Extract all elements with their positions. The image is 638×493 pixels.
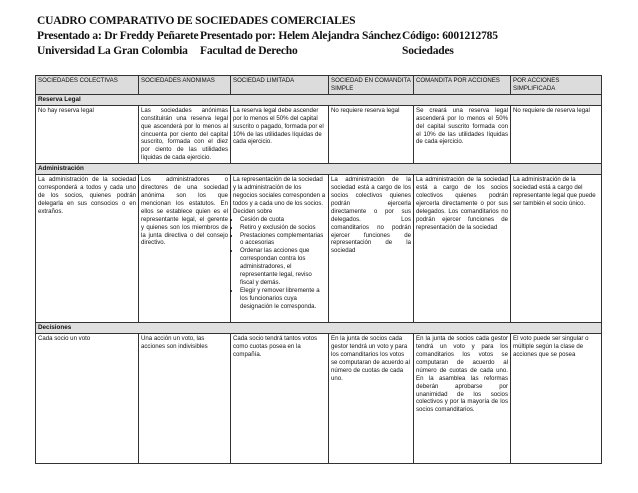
- table-cell: En la junta de socios cada gestor tendrá un voto y para los comanditarios los votos se computaran de acuerdo al número de cuotas de cada uno.: [329, 334, 414, 464]
- list-item: • Ordenar las acciones que correspondan contra los administradores, el representante legal, reviso fiscal y demás.: [240, 247, 326, 287]
- table-row: [36, 105, 602, 163]
- list-item: • Elegir y remover libremente a los funcionarios cuya designación le corresponda.: [240, 287, 326, 311]
- column-header: COMANDITA POR ACCIONES: [414, 76, 511, 95]
- column-header: SOCIEDADES COLECTIVAS: [36, 76, 139, 95]
- faculty-name: Facultad de Derecho: [200, 45, 298, 57]
- table-cell-list: [231, 175, 329, 323]
- table-cell: La administración de la sociedad corresponderá a todos y cada uno de los socios, quienes podrán delegarla en sus consocios o en extraños.: [36, 175, 139, 323]
- table-cell: Cada socio un voto: [36, 334, 139, 464]
- table-cell: Cada socio tendrá tantos votos como cuotas posea en la compañía.: [231, 334, 329, 464]
- table-cell: La administración de la sociedad está a cargo de los socios colectivos quienes podrán ejercerla directamente o por sus delegados. Los comanditarios no podrán ejercer funciones de representación de la sociedad: [414, 175, 511, 323]
- header-line-2: [37, 29, 617, 44]
- university-name: Universidad La Gran Colombia: [37, 45, 188, 57]
- header-line-3: [37, 44, 617, 59]
- table-cell: No requiere de reserva legal: [511, 105, 602, 163]
- column-header: SOCIEDAD EN COMANDITA SIMPLE: [329, 76, 414, 95]
- table-cell: En la junta de socios cada gestor tendrá un voto y para los comanditarios los votos se computaran de acuerdo al número de cuotas de cada uno. En la asamblea las reformas deberán aprobarse por unanimidad de los socios colectivos y por la mayoría de los socios comanditarios.: [414, 334, 511, 464]
- table-cell: La administración de la sociedad está a cargo de los socios colectivos quienes podrán ejercerla directamente o por sus delegados. Los comanditarios no podrán ejercer funciones de representación de la sociedad: [329, 175, 414, 323]
- table-cell: Se creará una reserva legal ascenderá por lo menos el 50% del capital suscrito formada con el 10% de las utilidades líquidas de cada ejercicio.: [414, 105, 511, 163]
- document-title: CUADRO COMPARATIVO DE SOCIEDADES COMERCIALES: [37, 15, 356, 27]
- list-item: • Cesión de cuota: [240, 216, 326, 224]
- subject-name: Sociedades: [402, 45, 454, 57]
- table-cell: No hay reserva legal: [36, 105, 139, 163]
- column-header: SOCIEDAD LIMITADA: [231, 76, 329, 95]
- section-title: Reserva Legal: [36, 94, 602, 105]
- table-header-row: [36, 76, 602, 95]
- table-row: [36, 175, 602, 323]
- table-cell: Las sociedades anónimas constituirán una reserva legal que ascenderá por lo menos al cincuenta por ciento del capital suscrito, formada con el diez por ciento de las utilidades líquidas de cada ejercicio.: [139, 105, 231, 163]
- table-row: [36, 334, 602, 464]
- document-header: [37, 14, 617, 59]
- cell-intro: La representación de la sociedad y la administración de los negocios sociales corresponden a todos y a cada uno de los socios. Deciden sobre: [233, 176, 326, 215]
- table-cell: El voto puede ser singular o múltiple según la clase de acciones que se posea: [511, 334, 602, 464]
- table-cell: Los administradores o directores de una sociedad anónima son los que mencionan los estatutos. En ellos se establece quien es el representante legal, el gerente y quienes son los miembros de la junta directiva o del consejo directivo.: [139, 175, 231, 323]
- table-cell: Una acción un voto, las acciones son indivisibles: [139, 334, 231, 464]
- section-title: Decisiones: [36, 323, 602, 334]
- comparison-table: [35, 75, 602, 464]
- section-row-administracion: [36, 164, 602, 175]
- column-header: SOCIEDADES ANONIMAS: [139, 76, 231, 95]
- list-item: • Prestaciones complementarias o accesorias: [240, 232, 326, 248]
- student-code: Código: 6001212785: [402, 30, 498, 42]
- presented-by: Presentado por: Helem Alejandra Sánchez: [200, 30, 401, 42]
- bullet-list: [233, 216, 326, 311]
- section-title: Administración: [36, 164, 602, 175]
- list-item: • Retiro y exclusión de socios: [240, 224, 326, 232]
- table-cell: La administración de la sociedad está a cargo del representante legal que puede ser también el socio único.: [511, 175, 602, 323]
- section-row-decisiones: [36, 323, 602, 334]
- presented-to: Presentado a: Dr Freddy Peñarete: [37, 30, 199, 42]
- table-cell: La reserva legal debe ascender por lo menos el 50% del capital suscrito o pagado, formada por el 10% de las utilidades líquidas de cada ejercicio.: [231, 105, 329, 163]
- section-row-reserva: [36, 94, 602, 105]
- column-header: POR ACCIONES SIMPLIFICADA: [511, 76, 602, 95]
- table-cell: No requiere reserva legal: [329, 105, 414, 163]
- header-line-1: [37, 14, 617, 29]
